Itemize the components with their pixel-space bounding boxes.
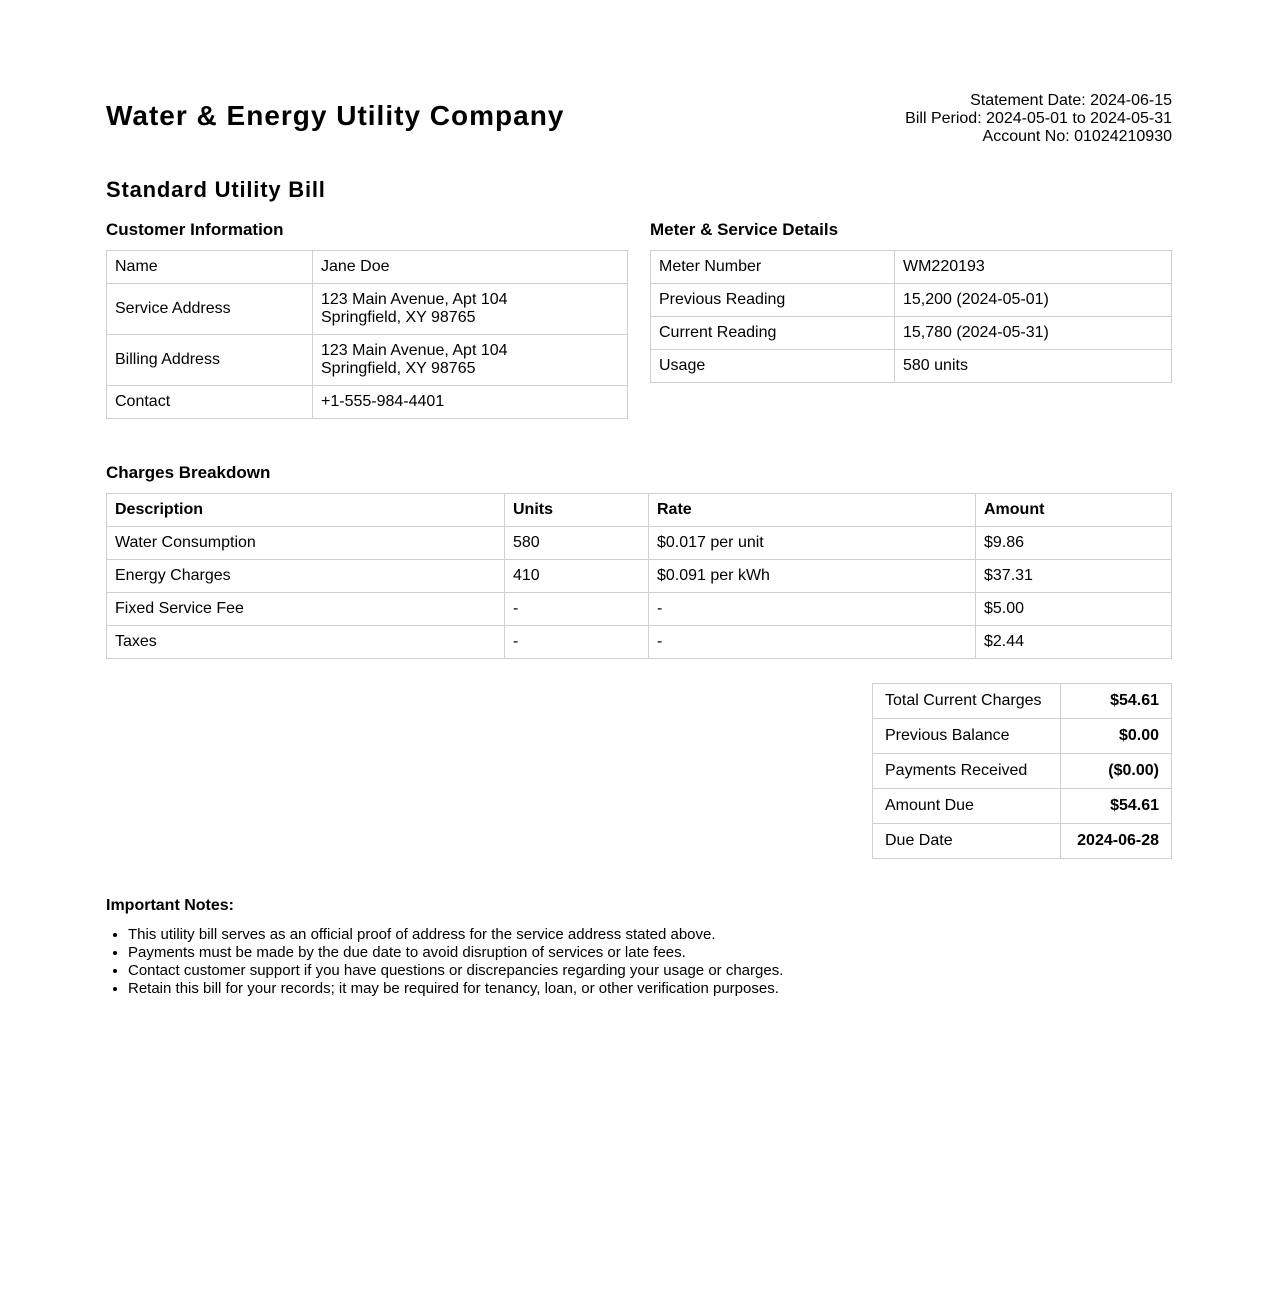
bill-title: Standard Utility Bill (106, 177, 326, 202)
list-item: • Retain this bill for your records; it may be required for tenancy, loan, or other verification purposes. (128, 980, 783, 998)
charge-units: 410 (505, 560, 649, 593)
total-current-charges-label: Total Current Charges (873, 684, 1061, 719)
table-header-row (107, 494, 1172, 527)
current-reading-label: Current Reading (651, 317, 895, 350)
service-address-line2: Springfield, XY 98765 (321, 309, 476, 326)
contact-label: Contact (107, 386, 313, 419)
list-item: • This utility bill serves as an official proof of address for the service address stated above. (128, 926, 783, 944)
charges-table (106, 493, 1172, 659)
statement-date: Statement Date: 2024-06-15 (970, 92, 1172, 109)
payments-received-label: Payments Received (873, 754, 1061, 789)
totals-table (872, 683, 1172, 859)
charge-amount: $37.31 (976, 560, 1172, 593)
billing-address-label: Billing Address (107, 335, 313, 386)
company-name: Water & Energy Utility Company (106, 100, 565, 131)
contact-value: +1-555-984-4401 (313, 386, 628, 419)
service-address-line1: 123 Main Avenue, Apt 104 (321, 291, 508, 308)
name-value: Jane Doe (313, 251, 628, 284)
meter-number-label: Meter Number (651, 251, 895, 284)
table-row (107, 284, 628, 335)
billing-address-line2: Springfield, XY 98765 (321, 360, 476, 377)
usage-label: Usage (651, 350, 895, 383)
table-row (107, 335, 628, 386)
meter-number-value: WM220193 (895, 251, 1172, 284)
name-label: Name (107, 251, 313, 284)
previous-reading-label: Previous Reading (651, 284, 895, 317)
table-row (651, 251, 1172, 284)
charge-description: Energy Charges (107, 560, 505, 593)
column-header-amount: Amount (976, 494, 1172, 527)
table-row (107, 527, 1172, 560)
charge-rate: - (649, 593, 976, 626)
amount-due-value: $54.61 (1061, 789, 1172, 824)
charge-amount: $9.86 (976, 527, 1172, 560)
due-date-label: Due Date (873, 824, 1061, 859)
charge-units: - (505, 593, 649, 626)
account-number: Account No: 01024210930 (982, 128, 1172, 145)
charge-rate: $0.091 per kWh (649, 560, 976, 593)
table-row (107, 251, 628, 284)
table-row (651, 284, 1172, 317)
table-row (651, 317, 1172, 350)
notes-heading: Important Notes: (106, 897, 234, 914)
charges-heading: Charges Breakdown (106, 463, 271, 482)
billing-address-value (313, 335, 628, 386)
payments-received-value: ($0.00) (1061, 754, 1172, 789)
previous-reading-value: 15,200 (2024-05-01) (895, 284, 1172, 317)
statement-info (905, 92, 1172, 146)
meter-details-heading: Meter & Service Details (650, 220, 839, 239)
table-row (873, 824, 1172, 859)
column-header-rate: Rate (649, 494, 976, 527)
list-item: • Contact customer support if you have questions or discrepancies regarding your usage or charges. (128, 962, 783, 980)
charge-units: - (505, 626, 649, 659)
list-item: • Payments must be made by the due date to avoid disruption of services or late fees. (128, 944, 783, 962)
amount-due-label: Amount Due (873, 789, 1061, 824)
service-address-value (313, 284, 628, 335)
charge-amount: $2.44 (976, 626, 1172, 659)
table-row (873, 684, 1172, 719)
charge-description: Fixed Service Fee (107, 593, 505, 626)
bill-period: Bill Period: 2024-05-01 to 2024-05-31 (905, 110, 1172, 127)
charge-description: Taxes (107, 626, 505, 659)
charge-amount: $5.00 (976, 593, 1172, 626)
due-date-value: 2024-06-28 (1061, 824, 1172, 859)
previous-balance-value: $0.00 (1061, 719, 1172, 754)
customer-info-heading: Customer Information (106, 220, 284, 239)
column-header-units: Units (505, 494, 649, 527)
charge-description: Water Consumption (107, 527, 505, 560)
meter-details-table (650, 250, 1172, 383)
column-header-description: Description (107, 494, 505, 527)
billing-address-line1: 123 Main Avenue, Apt 104 (321, 342, 508, 359)
table-row (873, 754, 1172, 789)
previous-balance-label: Previous Balance (873, 719, 1061, 754)
notes-list (106, 926, 783, 998)
table-row (107, 386, 628, 419)
table-row (651, 350, 1172, 383)
charge-units: 580 (505, 527, 649, 560)
current-reading-value: 15,780 (2024-05-31) (895, 317, 1172, 350)
table-row (873, 719, 1172, 754)
usage-value: 580 units (895, 350, 1172, 383)
service-address-label: Service Address (107, 284, 313, 335)
table-row (107, 593, 1172, 626)
customer-info-table (106, 250, 628, 419)
charge-rate: - (649, 626, 976, 659)
table-row (107, 560, 1172, 593)
charge-rate: $0.017 per unit (649, 527, 976, 560)
total-current-charges-value: $54.61 (1061, 684, 1172, 719)
table-row (873, 789, 1172, 824)
table-row (107, 626, 1172, 659)
